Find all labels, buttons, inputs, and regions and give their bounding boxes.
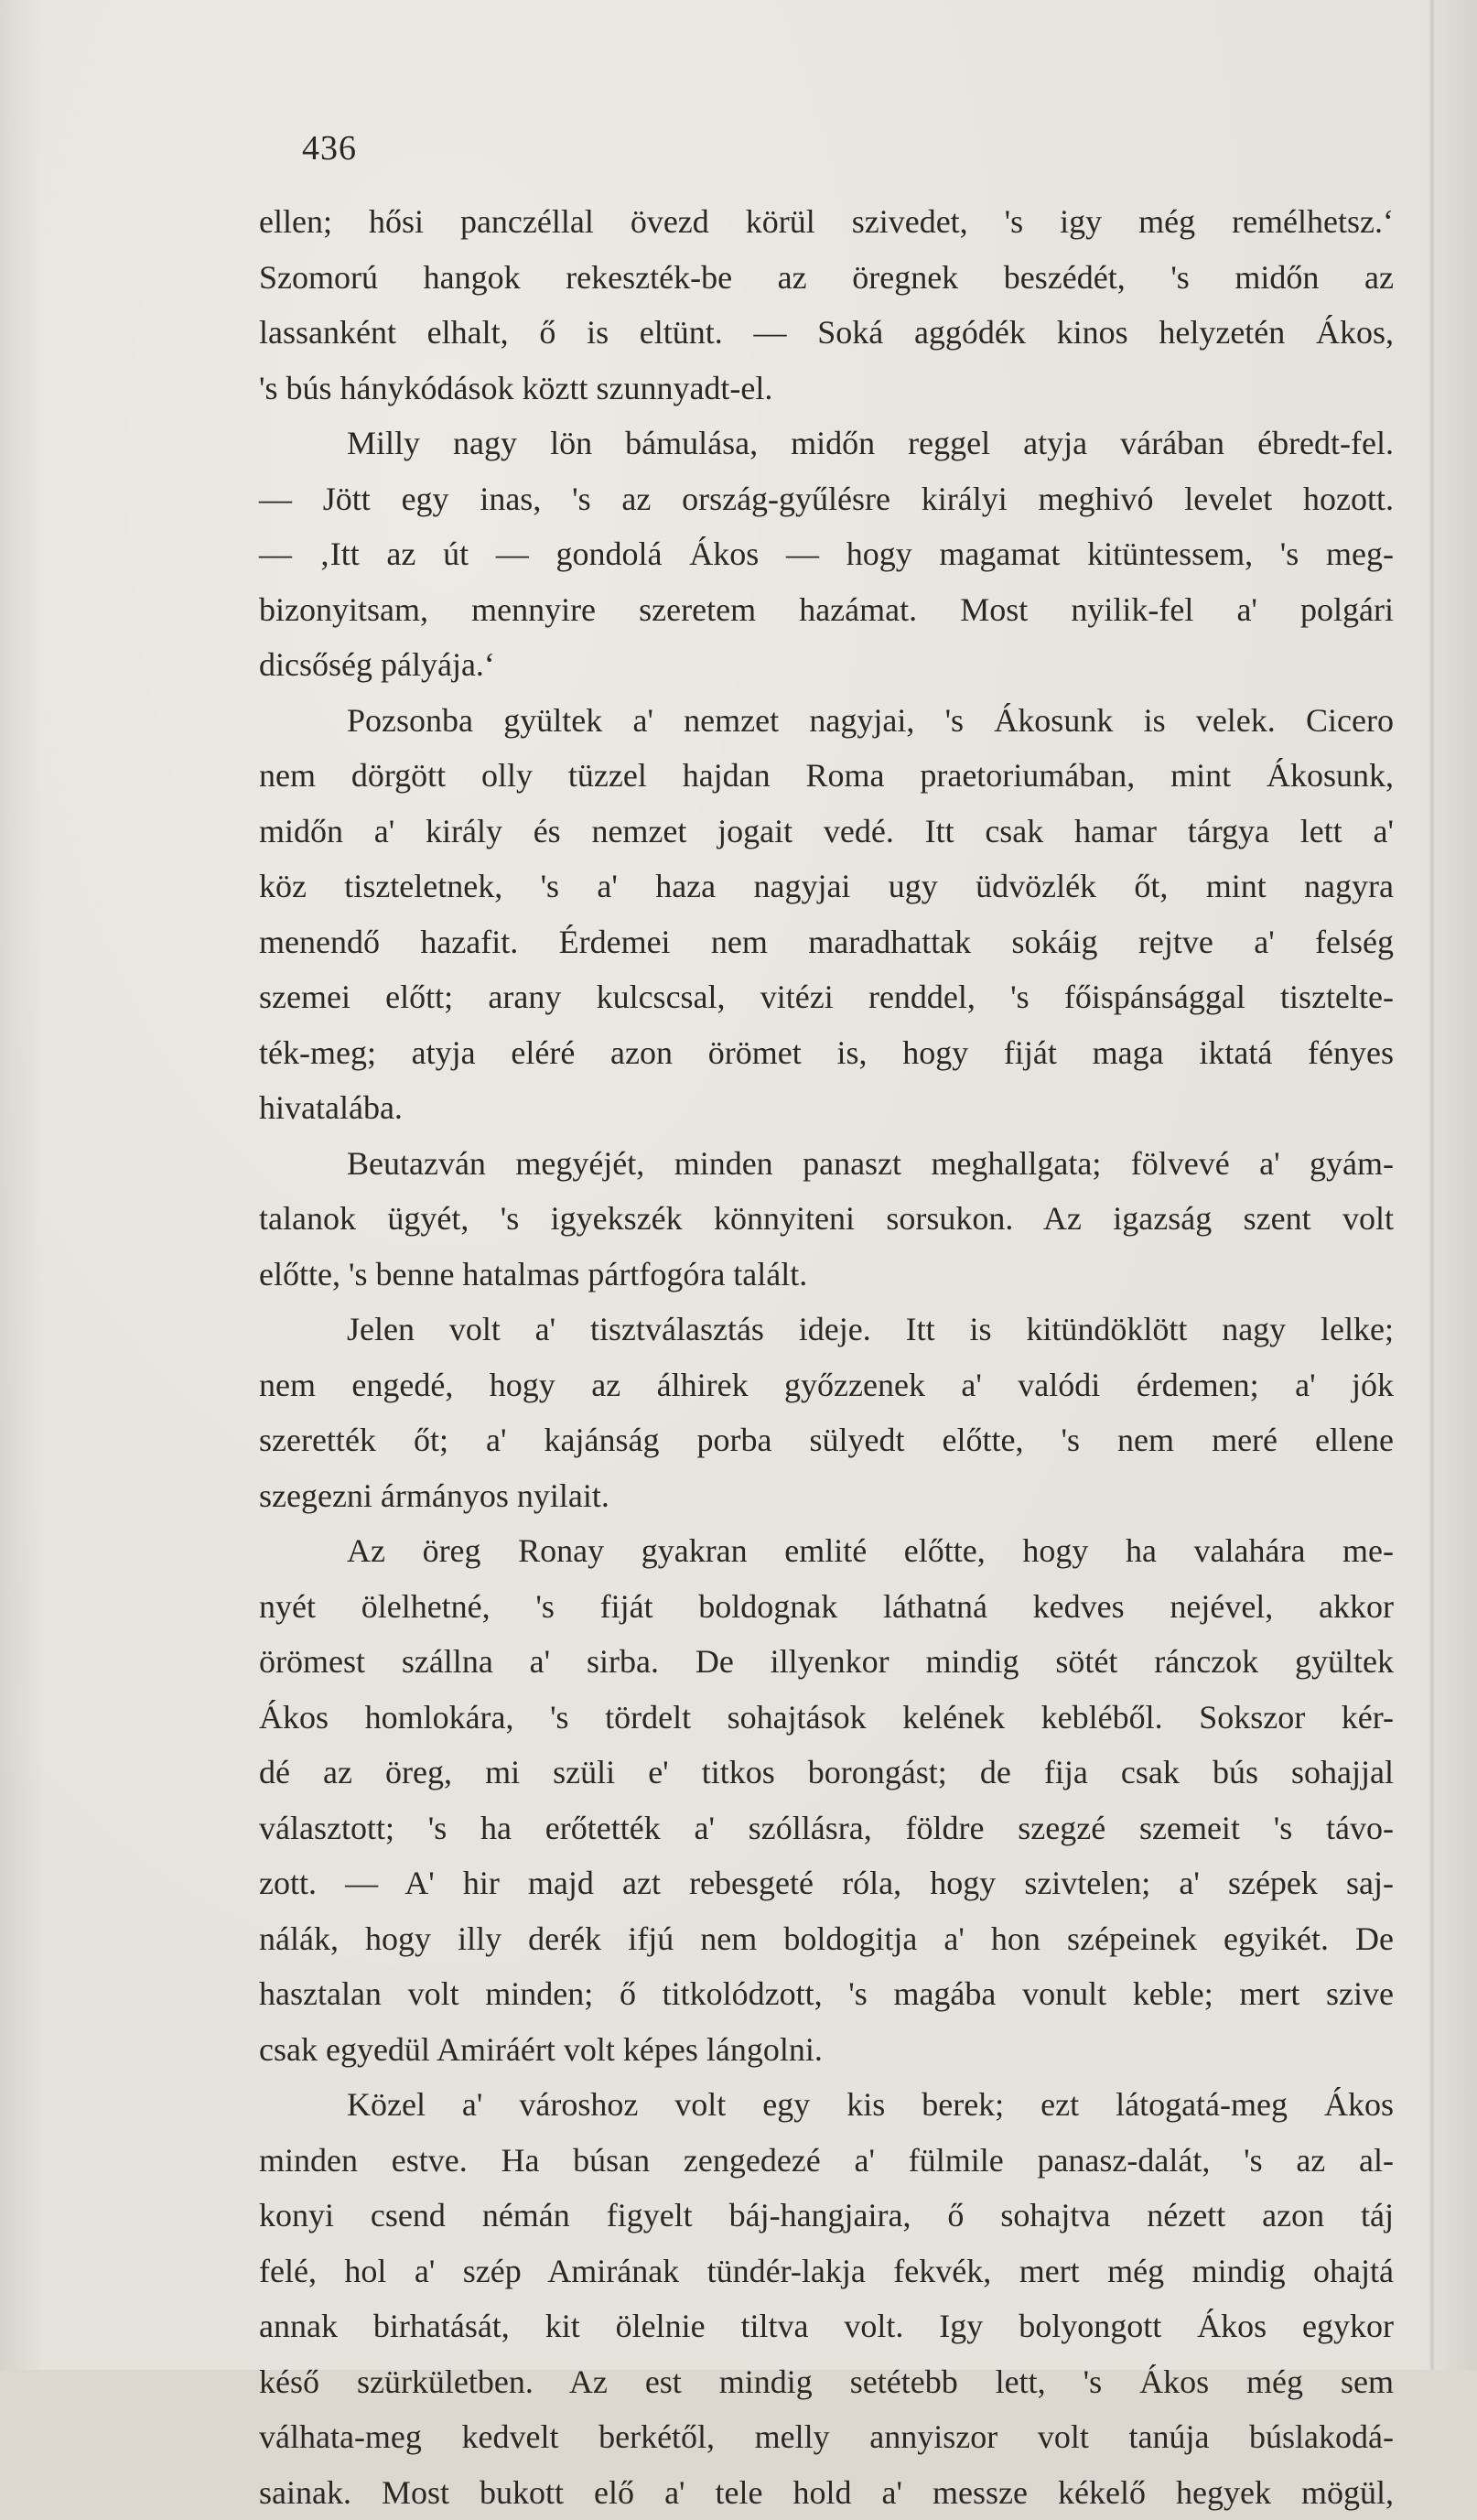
- text-line: annak birhatását, kit ölelnie tiltva volt. Igy bolyongott Ákos egykor: [259, 2298, 1394, 2354]
- text-line: sainak. Most bukott elő a' tele hold a' messze kékelő hegyek mögül,: [259, 2465, 1394, 2520]
- text-line: ték-meg; atyja eléré azon örömet is, hogy fiját maga iktatá fényes: [259, 1025, 1394, 1081]
- text-line: szegezni ármányos nyilait.: [259, 1468, 1394, 1524]
- text-line: zott. — A' hir majd azt rebesgeté róla, hogy szivtelen; a' szépek saj-: [259, 1855, 1394, 1911]
- text-line: dicsőség pályája.ʻ: [259, 637, 1394, 693]
- text-line: — Jött egy inas, 's az ország-gyűlésre királyi meghivó levelet hozott.: [259, 471, 1394, 527]
- text-line: — ‚Itt az út — gondolá Ákos — hogy magamat kitüntessem, 's meg-: [259, 526, 1394, 582]
- text-line: válhata-meg kedvelt berkétől, melly annyiszor volt tanúja búslakodá-: [259, 2409, 1394, 2465]
- text-line: talanok ügyét, 's igyekszék könnyiteni sorsukon. Az igazság szent volt: [259, 1191, 1394, 1247]
- text-line: menendő hazafit. Érdemei nem maradhattak sokáig rejtve a' felség: [259, 914, 1394, 970]
- text-line: Az öreg Ronay gyakran emlité előtte, hogy ha valahára me-: [259, 1523, 1394, 1579]
- text-line: szerették őt; a' kajánság porba sülyedt előtte, 's nem meré ellene: [259, 1412, 1394, 1468]
- text-line: csak egyedül Amiráért volt képes lángolni.: [259, 2022, 1394, 2078]
- text-line: Ákos homlokára, 's tördelt sohajtások kelének kebléből. Sokszor kér-: [259, 1690, 1394, 1746]
- text-line: 's bús hánykódások köztt szunnyadt-el.: [259, 361, 1394, 416]
- text-line: ellen; hősi panczéllal övezd körül szivedet, 's igy még remélhetsz.ʻ: [259, 194, 1394, 250]
- text-line: nyét ölelhetné, 's fiját boldognak láthatná kedves nejével, akkor: [259, 1579, 1394, 1635]
- text-line: szemei előtt; arany kulcscsal, vitézi renddel, 's főispánsággal tisztelte-: [259, 969, 1394, 1025]
- text-line: bizonyitsam, mennyire szeretem hazámat. Most nyilik-fel a' polgári: [259, 582, 1394, 638]
- text-line: köz tiszteletnek, 's a' haza nagyjai ugy üdvözlék őt, mint nagyra: [259, 859, 1394, 914]
- text-line: hivatalába.: [259, 1080, 1394, 1136]
- text-line: késő szürkületben. Az est mindig setétebb lett, 's Ákos még sem: [259, 2354, 1394, 2410]
- text-line: Szomorú hangok rekeszték-be az öregnek beszédét, 's midőn az: [259, 250, 1394, 306]
- body-text: [259, 194, 1394, 2520]
- text-line: Beutazván megyéjét, minden panaszt meghallgata; fölvevé a' gyám-: [259, 1136, 1394, 1192]
- text-line: örömest szállna a' sirba. De illyenkor mindig sötét ránczok gyültek: [259, 1634, 1394, 1690]
- page-number: 436: [302, 128, 357, 168]
- text-line: minden estve. Ha búsan zengedezé a' fülmile panasz-dalát, 's az al-: [259, 2133, 1394, 2189]
- text-line: Közel a' városhoz volt egy kis berek; ezt látogatá-meg Ákos: [259, 2077, 1394, 2133]
- text-line: nem engedé, hogy az álhirek győzzenek a' valódi érdemen; a' jók: [259, 1357, 1394, 1413]
- text-line: nálák, hogy illy derék ifjú nem boldogitja a' hon szépeinek egyikét. De: [259, 1911, 1394, 1967]
- text-line: választott; 's ha erőtették a' szóllásra, földre szegzé szemeit 's távo-: [259, 1801, 1394, 1856]
- text-line: lassanként elhalt, ő is eltünt. — Soká aggódék kinos helyzetén Ákos,: [259, 305, 1394, 361]
- text-line: Jelen volt a' tisztválasztás ideje. Itt is kitündöklött nagy lelke;: [259, 1302, 1394, 1357]
- text-line: előtte, 's benne hatalmas pártfogóra talált.: [259, 1247, 1394, 1303]
- text-line: Milly nagy lön bámulása, midőn reggel atyja várában ébredt-fel.: [259, 416, 1394, 471]
- text-line: nem dörgött olly tüzzel hajdan Roma praetoriumában, mint Ákosunk,: [259, 748, 1394, 804]
- text-line: Pozsonba gyültek a' nemzet nagyjai, 's Ákosunk is velek. Cicero: [259, 693, 1394, 749]
- text-line: midőn a' király és nemzet jogait vedé. Itt csak hamar tárgya lett a': [259, 804, 1394, 860]
- text-line: hasztalan volt minden; ő titkolódzott, 's magába vonult keble; mert szive: [259, 1966, 1394, 2022]
- page-fold-shadow: [1429, 0, 1435, 2370]
- text-line: dé az öreg, mi szüli e' titkos borongást; de fija csak bús sohajjal: [259, 1745, 1394, 1801]
- text-line: felé, hol a' szép Amirának tündér-lakja fekvék, mert még mindig ohajtá: [259, 2244, 1394, 2299]
- text-line: konyi csend némán figyelt báj-hangjaira, ő sohajtva nézett azon táj: [259, 2188, 1394, 2244]
